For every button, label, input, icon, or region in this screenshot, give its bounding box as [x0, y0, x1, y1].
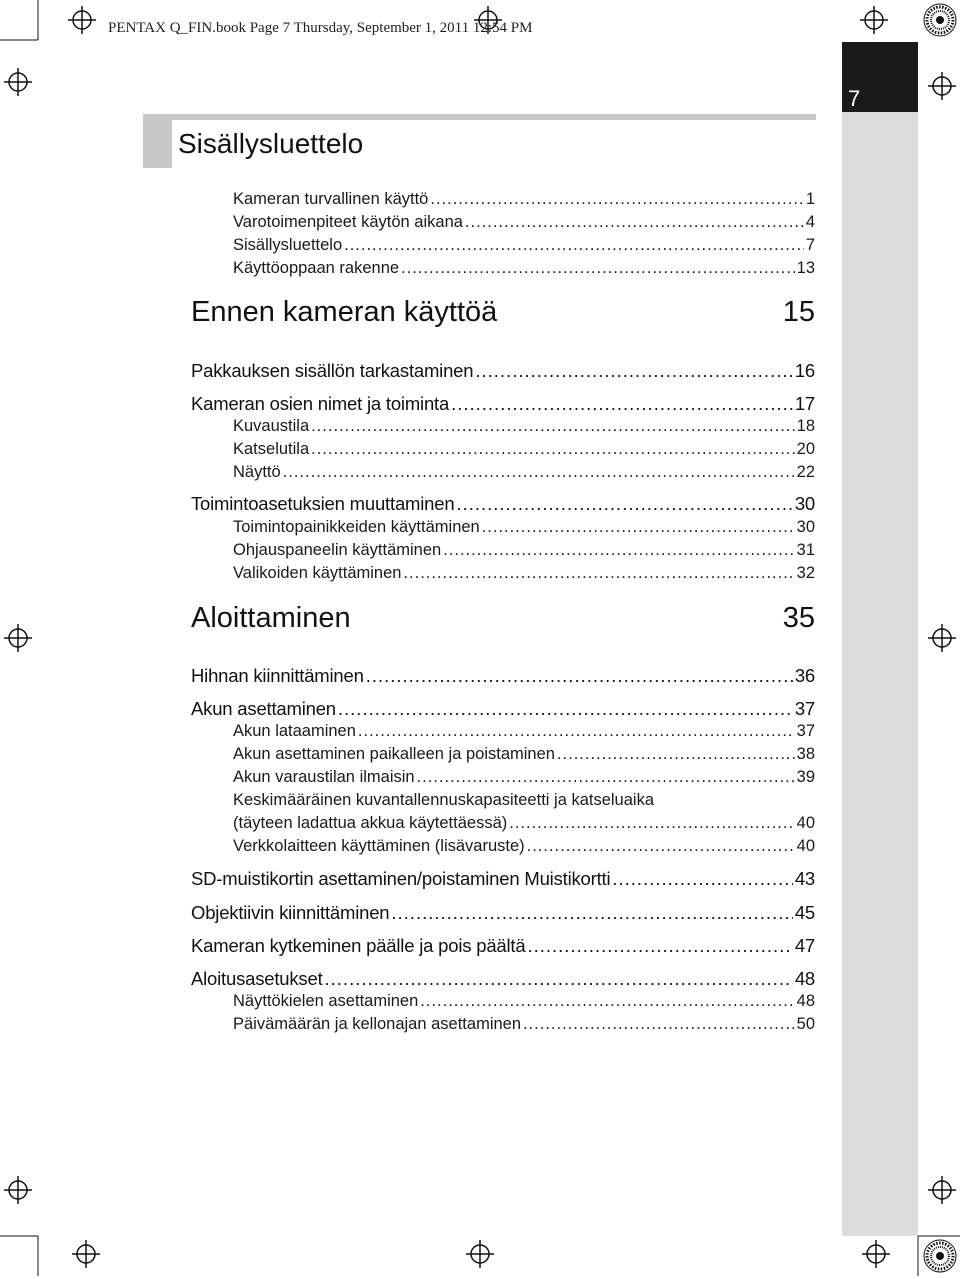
subsection-page: 39 — [796, 768, 815, 786]
page-number: 7 — [848, 86, 861, 111]
toc-entry-label: Käyttöoppaan rakenne — [233, 259, 400, 277]
toc-entry-label: Sisällysluettelo — [233, 236, 343, 254]
subsection-label: Akun varaustilan ilmaisin — [233, 768, 415, 786]
section-page: 37 — [794, 698, 815, 719]
dot-leader — [338, 698, 793, 720]
subsection-label: Näyttökielen asettaminen — [233, 992, 419, 1010]
toc-subsection[interactable] — [233, 992, 815, 1011]
section-page: 36 — [794, 665, 815, 686]
toc-entry-page: 7 — [805, 236, 815, 254]
page-title: Sisällysluettelo — [178, 128, 364, 159]
subsection-label: (täyteen ladattua akkua käytettäessä) — [233, 814, 508, 832]
toc-subsection[interactable] — [233, 837, 815, 856]
toc-subsection[interactable] — [233, 541, 815, 560]
section-label: Hihnan kiinnittäminen — [191, 665, 364, 686]
print-header: PENTAX Q_FIN.book Page 7 Thursday, September 1, 2011 12:54 PM — [108, 20, 533, 36]
toc-subsection[interactable] — [233, 745, 815, 764]
dot-leader — [283, 463, 795, 482]
section-label: SD-muistikortin asettaminen/poistaminen Muistikortti — [191, 868, 611, 889]
toc-entry-page: 13 — [796, 259, 815, 277]
section-page: 47 — [794, 935, 815, 956]
dot-leader — [311, 417, 795, 436]
subsection-page: 38 — [796, 745, 815, 763]
toc-subsection-first-line[interactable] — [233, 791, 815, 810]
toc-chapter[interactable] — [191, 296, 815, 329]
chapter-page: 35 — [782, 602, 815, 634]
toc-subsection[interactable] — [233, 768, 815, 787]
dot-leader — [401, 259, 795, 278]
section-page: 30 — [794, 493, 815, 514]
subsection-label: Keskimääräinen kuvantallennuskapasiteetti ja katseluaika — [233, 791, 654, 809]
section-label: Aloitusasetukset — [191, 968, 323, 989]
toc-entry[interactable] — [233, 213, 815, 232]
toc-section[interactable] — [191, 868, 815, 890]
subsection-page: 40 — [796, 814, 815, 832]
toc-subsection[interactable] — [233, 417, 815, 436]
subsection-label: Katselutila — [233, 440, 310, 458]
subsection-page: 32 — [796, 564, 815, 582]
toc-subsection[interactable] — [233, 518, 815, 537]
dot-leader — [344, 236, 804, 255]
chapter-title: Aloittaminen — [191, 602, 351, 634]
section-label: Objektiivin kiinnittäminen — [191, 902, 390, 923]
toc-subsection[interactable] — [233, 463, 815, 482]
dot-leader — [443, 541, 794, 560]
subsection-page: 37 — [796, 722, 815, 740]
dot-leader — [403, 564, 794, 583]
toc-section[interactable] — [191, 902, 815, 924]
subsection-label: Päivämäärän ja kellonajan asettaminen — [233, 1015, 522, 1033]
dot-leader — [465, 213, 804, 232]
subsection-page: 20 — [796, 440, 815, 458]
dot-leader — [325, 968, 793, 990]
chapter-title: Ennen kameran käyttöä — [191, 296, 498, 328]
subsection-page: 18 — [796, 417, 815, 435]
section-page: 17 — [794, 393, 815, 414]
toc-section[interactable] — [191, 968, 815, 990]
toc-subsection[interactable] — [233, 814, 815, 833]
section-label: Pakkauksen sisällön tarkastaminen — [191, 360, 474, 381]
toc-entry-label: Varotoimenpiteet käytön aikana — [233, 213, 463, 231]
toc-section[interactable] — [191, 698, 815, 720]
toc-entry-page: 1 — [805, 190, 815, 208]
subsection-page: 22 — [796, 463, 815, 481]
subsection-label: Valikoiden käyttäminen — [233, 564, 402, 582]
subsection-label: Akun lataaminen — [233, 722, 356, 740]
dot-leader — [430, 190, 803, 209]
toc-entry-label: Kameran turvallinen käyttö — [233, 190, 429, 208]
toc-subsection[interactable] — [233, 722, 815, 741]
section-page: 16 — [794, 360, 815, 381]
subsection-page: 48 — [796, 992, 815, 1010]
dot-leader — [482, 518, 795, 537]
subsection-label: Ohjauspaneelin käyttäminen — [233, 541, 442, 559]
toc-subsection[interactable] — [233, 440, 815, 459]
section-page: 43 — [794, 868, 815, 889]
dot-leader — [366, 665, 793, 687]
subsection-page: 50 — [796, 1015, 815, 1033]
subsection-page: 30 — [796, 518, 815, 536]
subsection-label: Näyttö — [233, 463, 281, 481]
section-page: 45 — [794, 902, 815, 923]
dot-leader — [451, 393, 793, 415]
section-page: 48 — [794, 968, 815, 989]
toc-section[interactable] — [191, 393, 815, 415]
dot-leader — [523, 1015, 795, 1034]
dot-leader — [358, 722, 795, 741]
section-label: Kameran osien nimet ja toiminta — [191, 393, 450, 414]
dot-leader — [475, 360, 792, 382]
section-label: Toimintoasetuksien muuttaminen — [191, 493, 455, 514]
toc-entry[interactable] — [233, 236, 815, 255]
subsection-label: Verkkolaitteen käyttäminen (lisävaruste) — [233, 837, 525, 855]
dot-leader — [420, 992, 794, 1011]
toc-entry[interactable] — [233, 190, 815, 209]
toc-section[interactable] — [191, 360, 815, 382]
dot-leader — [557, 745, 795, 764]
subsection-page: 40 — [796, 837, 815, 855]
toc-section[interactable] — [191, 493, 815, 515]
subsection-label: Kuvaustila — [233, 417, 310, 435]
section-label: Kameran kytkeminen päälle ja pois päältä — [191, 935, 526, 956]
toc-subsection[interactable] — [233, 564, 815, 583]
toc-chapter[interactable] — [191, 602, 815, 635]
toc-entry[interactable] — [233, 259, 815, 278]
toc-subsection[interactable] — [233, 1015, 815, 1034]
dot-leader — [527, 837, 795, 856]
toc-section[interactable] — [191, 935, 815, 957]
subsection-page: 31 — [796, 541, 815, 559]
dot-leader — [391, 902, 792, 924]
dot-leader — [456, 493, 792, 515]
dot-leader — [612, 868, 792, 890]
section-label: Akun asettaminen — [191, 698, 336, 719]
toc-section[interactable] — [191, 665, 815, 687]
chapter-page: 15 — [782, 296, 815, 328]
dot-leader — [509, 814, 794, 833]
toc-entry-page: 4 — [805, 213, 815, 231]
subsection-label: Akun asettaminen paikalleen ja poistaminen — [233, 745, 555, 763]
subsection-label: Toimintopainikkeiden käyttäminen — [233, 518, 480, 536]
dot-leader — [527, 935, 792, 957]
dot-leader — [311, 440, 795, 459]
dot-leader — [417, 768, 795, 787]
